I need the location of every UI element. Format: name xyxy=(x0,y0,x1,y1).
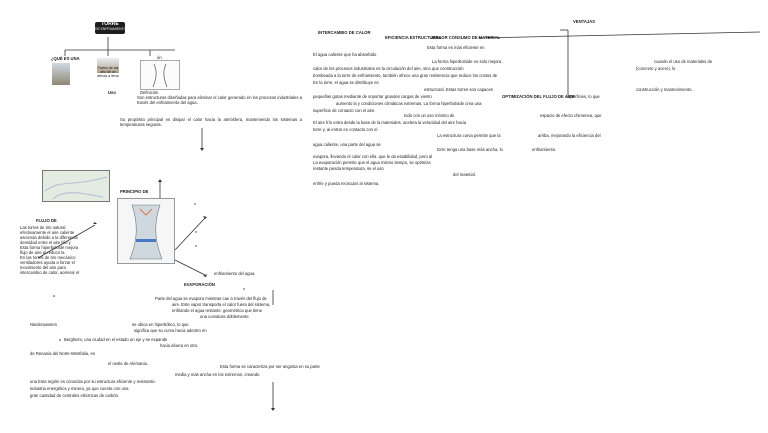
rline-12: torre y, al entrar en contacto con el xyxy=(313,127,378,132)
left-desc: Son estructuras diseñadas para eliminar el calor generado en los procesos industriales a través del enfriamiento del agua. xyxy=(137,95,302,106)
region-1: una Esta región es conocida por su estructura eficiente y resistente. xyxy=(30,379,156,384)
intercambio-label: INTERCAMBIO DE CALOR xyxy=(318,30,371,35)
rline-1: El agua caliente que ha absorbido xyxy=(313,52,377,57)
map-roads-icon xyxy=(43,171,109,201)
media-text: media y más ancha en los extremos, creando xyxy=(175,372,260,377)
evaporacion-label: EVAPORACIÓN xyxy=(184,282,215,287)
flujo-1: efectivamente el aire caliente xyxy=(20,230,75,235)
neder-4: hacia afuera en otro. xyxy=(160,343,199,348)
evap-2: enfriando el agua restante. geométrica que tiene xyxy=(172,308,263,313)
evap-3: una curvatura doblemente xyxy=(200,314,249,319)
flujo-label: FLUJO DE xyxy=(36,218,57,223)
neder-2: se ubica en hiperbólico, lo que xyxy=(132,322,189,327)
flujo-4: Esta forma hiperboloide mejora xyxy=(20,245,79,250)
eficiencia-label: EFICIENCIA ESTRUCTURAL xyxy=(385,35,442,40)
centro-text: el oeste de Alemania. xyxy=(108,361,149,366)
partes-label: Partes de las alto de un afecta a llena xyxy=(97,66,119,78)
side-mark: ún xyxy=(157,55,162,60)
neder-label: Niederaussem xyxy=(30,322,57,327)
flujo-0: Las torres de tiro natural xyxy=(20,225,66,230)
cooling-tower-icon xyxy=(118,199,174,263)
renania-text: de Renania del Norte-Westfalia, en xyxy=(30,351,96,356)
rline-9: superficie de contacto con el aire. xyxy=(313,108,376,113)
tower-outline-icon xyxy=(141,61,179,89)
flujo-3: densidad entre el aire frío y xyxy=(20,240,71,245)
rline-22: enfríe y pueda recircular al sistema. xyxy=(313,181,380,186)
rcol-2: (concreto y acero), lo xyxy=(636,66,676,71)
rline-14: arriba, mejorando la eficiencia del xyxy=(538,133,601,138)
rline-18: evapora, llevando el calor con ella. que le da estabilidad, pero al xyxy=(313,154,433,159)
uso-label: Uso xyxy=(108,90,116,95)
rline-21: del material. xyxy=(453,172,476,177)
evap-0: Parte del agua se evapora mientras cae a través del flujo de xyxy=(155,296,267,301)
title-line-2: DE ENFRIAMIENTO xyxy=(95,27,127,31)
rline-8: aumento la y condiciones climáticas extremas. La forma hiperboloide crea una xyxy=(336,101,482,106)
rline-10: todo con un uso mínimo de xyxy=(404,113,455,118)
superficies-label: superficies, lo que xyxy=(566,94,600,99)
left-purpose: Su propósito principal es disipar el calor hacia la atmósfera, manteniendo los sistemas a temperaturas seguras. xyxy=(120,117,302,128)
espacio-label: espacio de efecto chimenea, que xyxy=(540,113,602,118)
que-es-label: ¿QUÉ ES UNA xyxy=(51,56,80,61)
material-label: MENOR CONSUMO DE MATERIAL xyxy=(432,35,501,40)
ventajas-label: VENTAJAS xyxy=(573,19,596,24)
rline-15: agua caliente, una parte del agua se xyxy=(313,142,381,147)
tower-sketch xyxy=(140,60,180,90)
flujo-5: flujo de aire al reducir la xyxy=(20,250,65,255)
rline-19: La evaporación permite que el agua mismo tiempo, se optimiza xyxy=(313,160,431,165)
optimizacion-label: OPTIMIZACIÓN DEL FLUJO DE AIRE xyxy=(502,94,575,99)
evap-1: aire. Este vapor transporta el calor fuera del sistema, xyxy=(172,302,271,307)
rline-2: La forma hiperboloide no solo mejora xyxy=(432,59,502,64)
flujo-2: ascienda debido a la diferencia xyxy=(20,235,78,240)
rcol-1: cuando el uso de materiales de xyxy=(654,59,713,64)
flujo-6: En las torres de tiro mecánico xyxy=(20,255,76,260)
map-image xyxy=(42,170,110,202)
neder-3: significa que su curva hacia adentro en xyxy=(134,328,207,333)
region-2: industria energética y minera, ya que cuenta con una xyxy=(30,386,129,391)
flujo-7: ventiladores ayuda a forzar el xyxy=(20,260,75,265)
enfriamiento-agua: enfriamiento del agua. xyxy=(214,271,256,276)
rcol-3: construcción y mantenimiento. xyxy=(636,87,693,92)
region-3: gran cantidad de centrales eléctricas de carbón. xyxy=(30,393,120,398)
rline-3: calor de los procesos industriales es la circulación del aire, sino que construcción xyxy=(313,66,464,71)
rline-7: pequeñas gotas mediante de soportar grandes cargas de viento xyxy=(313,94,432,99)
rline-0: Esta forma es más eficiente en xyxy=(427,45,485,50)
rline-17: enfriamiento. xyxy=(532,147,557,152)
rline-4: bombeada a la torre de enfriamiento, también ofrece una gran resistencia que reduce los costos de xyxy=(313,73,498,78)
definition-label: Definición xyxy=(140,90,159,95)
tower-photo-1 xyxy=(52,63,70,85)
rline-16: torre tenga una base más ancha, lo xyxy=(437,147,503,152)
rline-11: El aire frío entra desde la base de la materiales. acelera la velocidad del aire hacia xyxy=(313,120,467,125)
flujo-9: intercambio de calor, acelerar el xyxy=(20,270,80,275)
bergheim-text: Bergheim, una ciudad en el estado un eje y se expande xyxy=(64,337,168,342)
rline-5: En la torre, el agua se distribuye en xyxy=(313,80,379,85)
rline-6: estructural. Estas torres son capaces xyxy=(424,87,493,92)
forma-text: Esta forma se caracteriza por ser angosta en su parte xyxy=(220,364,320,369)
rline-13: La estructura curva permite que la xyxy=(437,133,501,138)
rline-20: restante pierda temperatura, se el uso xyxy=(313,166,384,171)
principio-label: PRINCIPIO DE xyxy=(120,189,149,194)
title-badge xyxy=(95,22,125,34)
title-line-1: TORRE xyxy=(101,21,119,27)
flujo-8: movimiento del aire para xyxy=(20,265,66,270)
tower-diagram xyxy=(117,198,175,264)
